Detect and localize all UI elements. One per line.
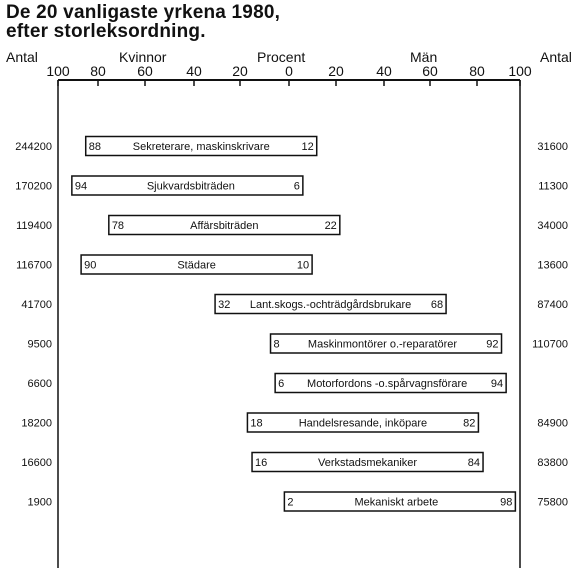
- axis-tick-label: 40: [186, 63, 202, 79]
- percent-header: Procent: [257, 49, 306, 65]
- axis-tick-label: 60: [422, 63, 438, 79]
- axis-tick-label: 80: [90, 63, 106, 79]
- axis-tick-label: 100: [508, 63, 532, 79]
- women-percent-label: 88: [88, 141, 101, 153]
- axis-tick-label: 40: [376, 63, 392, 79]
- bar-category-label: Verkstadsmekaniker: [318, 457, 418, 469]
- men-count-label: 83800: [537, 457, 568, 469]
- axis-tick-label: 80: [469, 63, 485, 79]
- women-count-label: 1900: [27, 496, 52, 509]
- men-percent-label: 12: [301, 141, 314, 153]
- men-percent-label: 10: [296, 259, 310, 272]
- bar-category-label: Städare: [177, 259, 216, 272]
- women-count-label: 116700: [16, 259, 52, 272]
- men-percent-label: 98: [500, 496, 513, 509]
- women-count-label: 41700: [21, 299, 52, 311]
- axis-tick-label: 0: [285, 63, 293, 79]
- men-count-label: 84900: [537, 417, 568, 430]
- women-count-label: 244200: [15, 141, 52, 153]
- men-header: Män: [410, 49, 438, 65]
- men-percent-label: 68: [430, 299, 444, 311]
- men-count-label: 34000: [537, 220, 568, 232]
- women-count-label: 9500: [27, 338, 52, 351]
- men-percent-label: 22: [324, 220, 337, 232]
- chart-title-line-2: efter storleksordning.: [6, 21, 206, 42]
- axis-tick-label: 20: [232, 63, 248, 79]
- axis-tick-label: 100: [46, 63, 70, 79]
- bar-category-label: Handelsresande, inköpare: [298, 417, 428, 430]
- women-count-label: 170200: [15, 180, 52, 193]
- men-percent-label: 6: [293, 180, 300, 193]
- women-percent-label: 18: [250, 417, 263, 430]
- men-count-label: 11300: [538, 180, 568, 193]
- women-count-label: 16600: [21, 457, 52, 469]
- left-count-header: Antal: [6, 49, 38, 65]
- women-percent-label: 16: [255, 457, 268, 469]
- men-count-label: 110700: [532, 338, 568, 351]
- bar-category-label: Maskinmontörer o.-reparatörer: [307, 338, 458, 351]
- men-percent-label: 84: [467, 457, 481, 469]
- men-count-label: 31600: [537, 141, 568, 153]
- women-percent-label: 90: [84, 259, 97, 272]
- men-count-label: 87400: [537, 299, 568, 311]
- bar-category-label: Sekreterare, maskinskrivare: [132, 141, 270, 153]
- women-percent-label: 6: [278, 378, 285, 390]
- bar-category-label: Sjukvardsbiträden: [146, 180, 235, 193]
- men-percent-label: 82: [463, 417, 476, 430]
- women-header: Kvinnor: [119, 49, 167, 65]
- axis-tick-label: 20: [328, 63, 344, 79]
- bar-category-label: Mekaniskt arbete: [354, 496, 439, 509]
- women-percent-label: 8: [273, 338, 280, 351]
- women-count-label: 119400: [16, 220, 52, 232]
- axis-tick-label: 60: [137, 63, 153, 79]
- chart-title-line-1: De 20 vanligaste yrkena 1980,: [6, 2, 281, 23]
- women-count-label: 6600: [27, 378, 52, 390]
- men-percent-label: 92: [486, 338, 499, 351]
- bar-category-label: Motorfordons -o.spårvagnsförare: [307, 378, 468, 390]
- women-percent-label: 94: [74, 180, 88, 193]
- men-count-label: 13600: [537, 259, 568, 272]
- women-percent-label: 2: [287, 496, 294, 509]
- women-count-label: 18200: [21, 417, 52, 430]
- women-percent-label: 32: [218, 299, 231, 311]
- women-percent-label: 78: [111, 220, 125, 232]
- bar-category-label: Affärsbiträden: [190, 220, 259, 232]
- right-count-header: Antal: [540, 49, 572, 65]
- bar-category-label: Lant.skogs.-ochträdgårdsbrukare: [249, 299, 412, 311]
- men-percent-label: 94: [490, 378, 504, 390]
- men-count-label: 75800: [537, 496, 568, 509]
